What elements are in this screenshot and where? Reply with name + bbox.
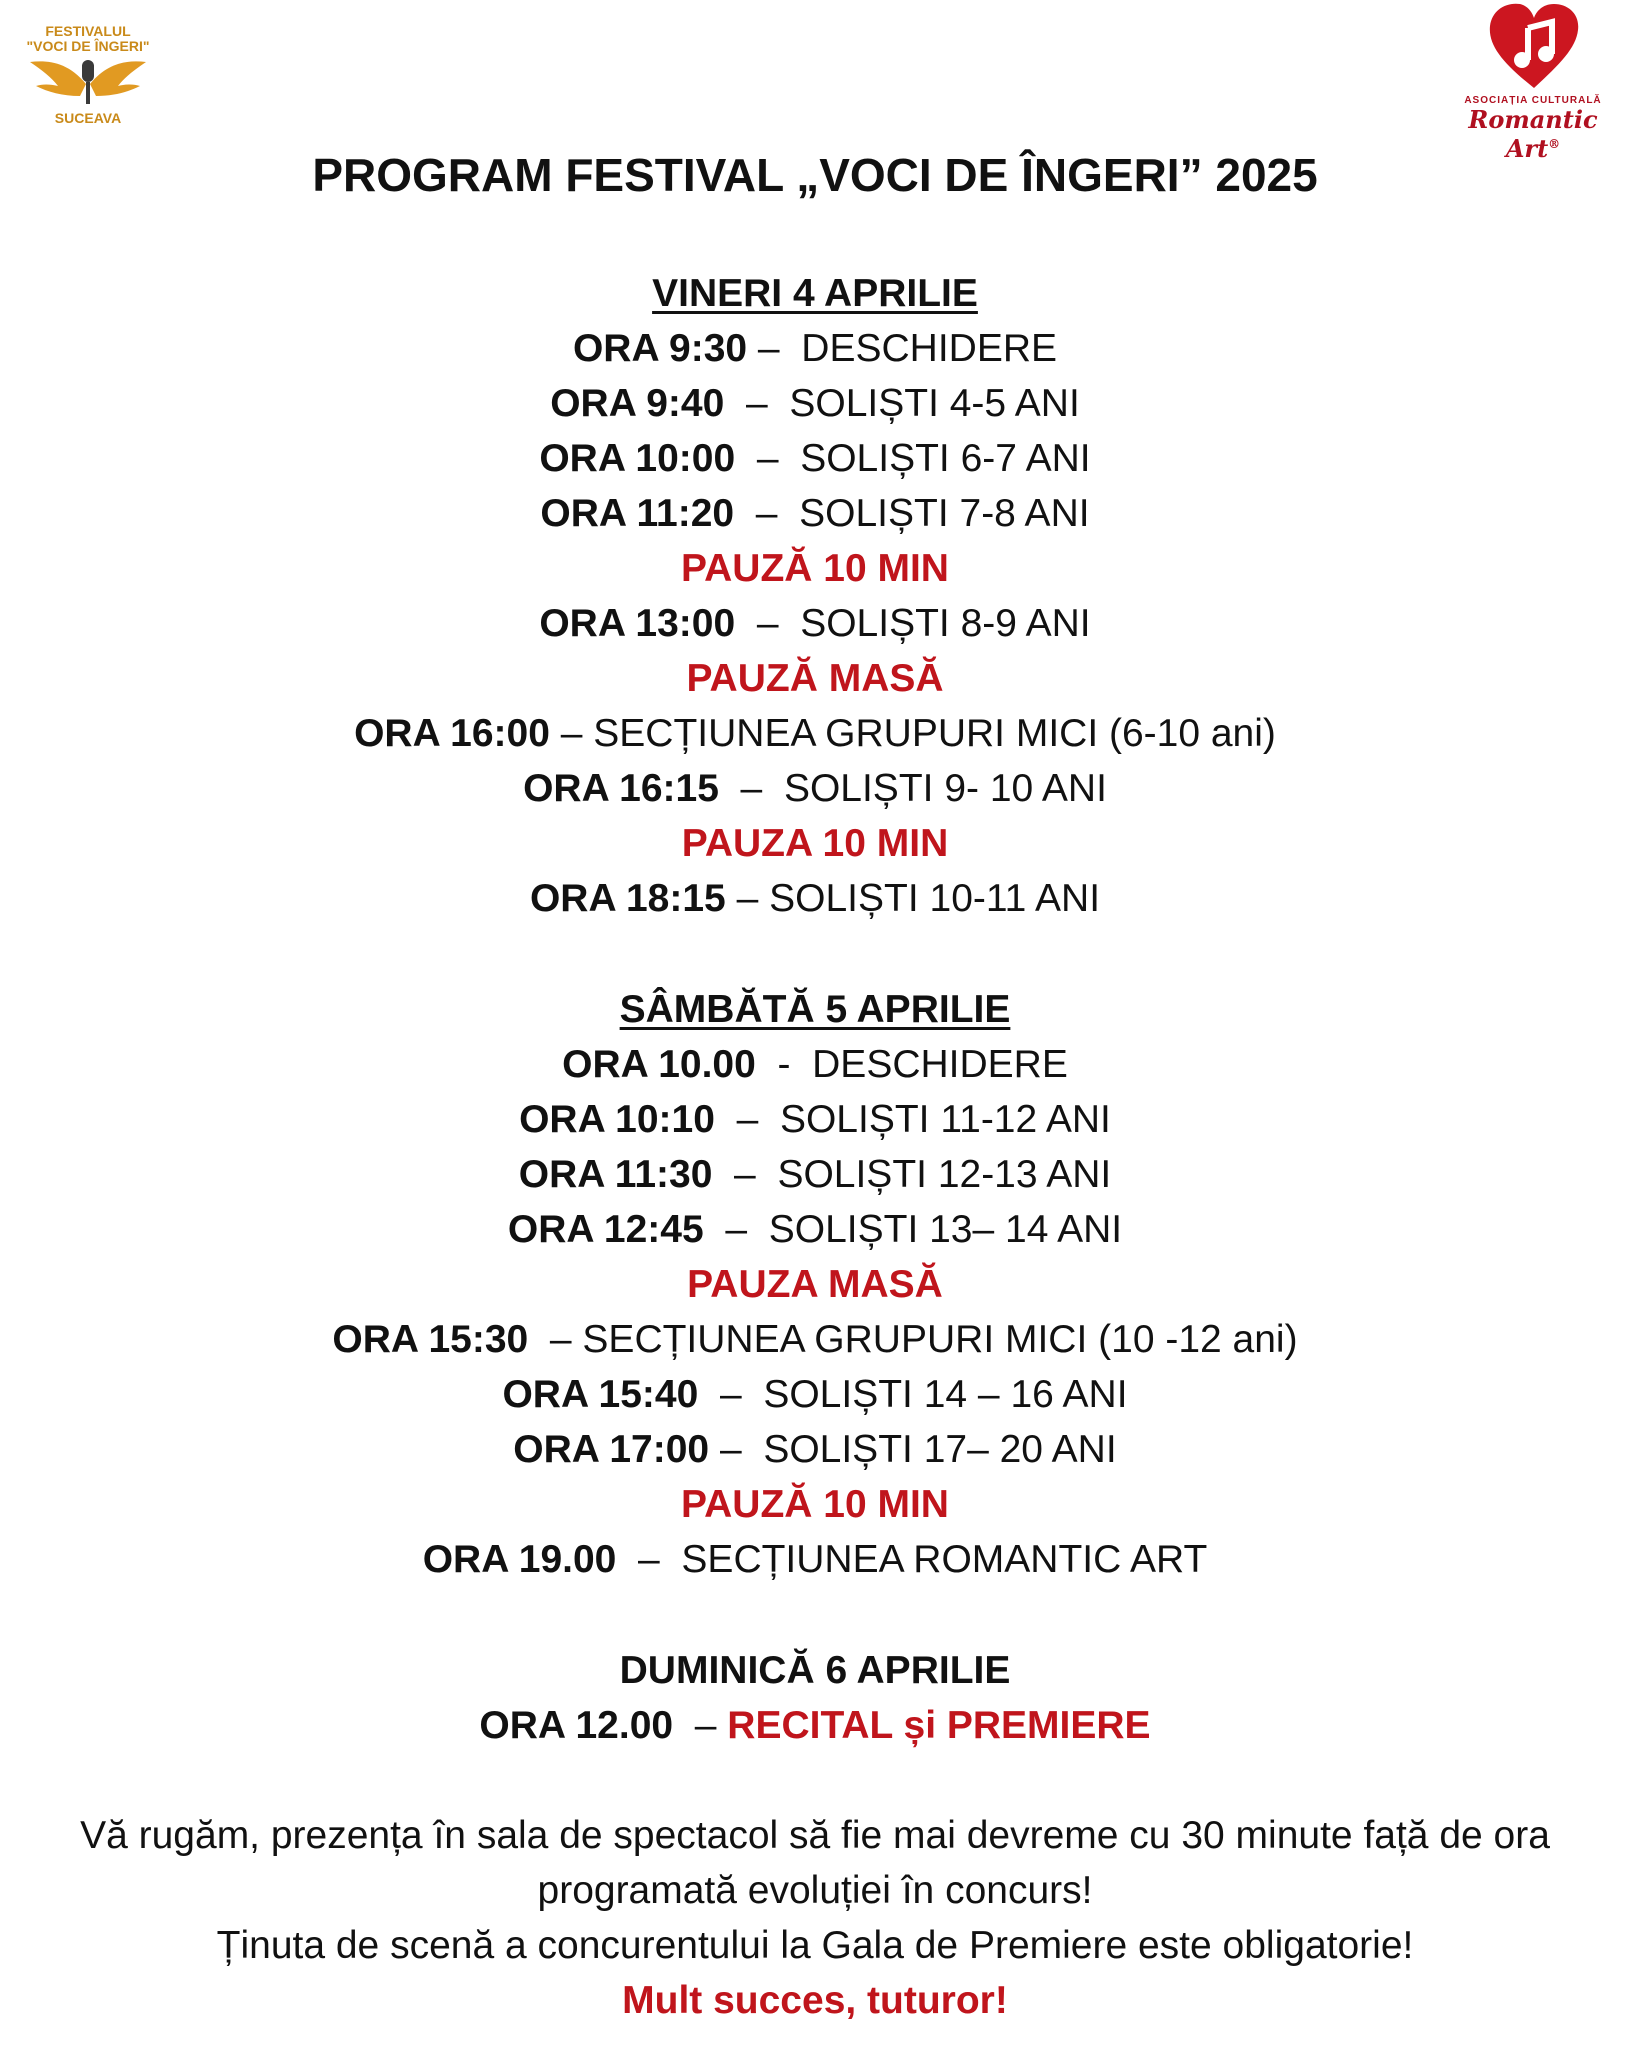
schedule-separator: - <box>755 1043 813 1086</box>
schedule-row <box>0 1373 1630 1417</box>
schedule-separator: – <box>747 327 802 370</box>
schedule-separator: – <box>718 767 784 810</box>
pause-row <box>0 822 1630 866</box>
schedule-row <box>0 712 1630 756</box>
schedule-event: SECȚIUNEA GRUPURI MICI (6-10 ani) <box>593 712 1276 755</box>
schedule-separator: – <box>698 1373 764 1416</box>
schedule-event: SECȚIUNEA GRUPURI MICI (10 -12 ani) <box>582 1318 1298 1361</box>
registered-mark: ® <box>1548 137 1561 151</box>
schedule-row <box>0 492 1630 536</box>
logo-right-brand: Romantic Art <box>1468 105 1598 163</box>
schedule-time: ORA 15:40 <box>502 1373 699 1416</box>
pause-row <box>0 657 1630 701</box>
schedule-separator: – <box>528 1318 583 1361</box>
schedule-row <box>0 767 1630 811</box>
schedule-time: ORA 12:45 <box>507 1208 704 1251</box>
day-heading-label: SÂMBĂTĂ 5 APRILIE <box>619 988 1011 1031</box>
day-heading-friday <box>0 272 1630 316</box>
logo-right-line1: ASOCIAȚIA CULTURALĂ <box>1464 95 1602 106</box>
day-heading-label: VINERI 4 APRILIE <box>652 272 978 315</box>
schedule-time: ORA 10:10 <box>519 1098 715 1141</box>
pause-label: PAUZA 10 MIN <box>681 822 949 865</box>
day-heading-sunday <box>0 1649 1630 1693</box>
schedule-time: ORA 11:30 <box>518 1153 713 1196</box>
schedule-row <box>0 1043 1630 1087</box>
schedule-row <box>0 1208 1630 1252</box>
pause-label: PAUZĂ 10 MIN <box>681 547 949 590</box>
schedule-row <box>0 1153 1630 1197</box>
schedule-time: ORA 19.00 <box>422 1538 617 1581</box>
schedule-separator: – <box>616 1538 682 1581</box>
schedule-time: ORA 13:00 <box>539 602 736 645</box>
schedule-event: SOLIȘTI 4-5 ANI <box>789 382 1080 425</box>
schedule-event: SOLIȘTI 10-11 ANI <box>769 877 1101 920</box>
footer-note-line3: Ținuta de scenă a concurentului la Gala de Premiere este obligatorie! <box>216 1924 1414 1967</box>
schedule-row <box>0 1318 1630 1362</box>
schedule-row <box>0 602 1630 646</box>
pause-label: PAUZA MASĂ <box>687 1263 943 1306</box>
schedule-row <box>0 1538 1630 1582</box>
day-heading-label: DUMINICĂ 6 APRILIE <box>619 1649 1011 1692</box>
schedule-row <box>0 877 1630 921</box>
pause-row <box>0 1263 1630 1307</box>
festival-logo <box>18 24 158 134</box>
schedule-separator: – <box>712 1153 778 1196</box>
wings-microphone-icon <box>28 52 148 112</box>
schedule-event: SECȚIUNEA ROMANTIC ART <box>681 1538 1208 1581</box>
schedule-separator: – <box>734 492 800 535</box>
pause-label: PAUZĂ 10 MIN <box>681 1483 949 1526</box>
schedule-event: SOLIȘTI 6-7 ANI <box>800 437 1091 480</box>
schedule-row <box>0 327 1630 371</box>
schedule-separator: – <box>735 437 801 480</box>
schedule-separator: – <box>673 1704 728 1747</box>
schedule-time: ORA 16:00 <box>354 712 550 755</box>
schedule-event: SOLIȘTI 17– 20 ANI <box>763 1428 1117 1471</box>
pause-label: PAUZĂ MASĂ <box>686 657 944 700</box>
closing-message: Mult succes, tuturor! <box>622 1979 1008 2022</box>
schedule-event: SOLIȘTI 7-8 ANI <box>799 492 1090 535</box>
schedule-event: DESCHIDERE <box>812 1043 1068 1086</box>
schedule-time: ORA 18:15 <box>529 877 726 920</box>
pause-row <box>0 547 1630 591</box>
logo-left-line3: SUCEAVA <box>54 110 122 126</box>
schedule-time: ORA 9:40 <box>550 382 725 425</box>
schedule-separator: – <box>703 1208 769 1251</box>
schedule-time: ORA 17:00 <box>513 1428 710 1471</box>
schedule-time: ORA 9:30 <box>572 327 748 370</box>
schedule-event: SOLIȘTI 11-12 ANI <box>779 1098 1111 1141</box>
schedule-event: SOLIȘTI 14 – 16 ANI <box>763 1373 1128 1416</box>
schedule-time: ORA 11:20 <box>540 492 735 535</box>
pause-row <box>0 1483 1630 1527</box>
page-title: PROGRAM FESTIVAL „VOCI DE ÎNGERI” 2025 <box>312 149 1318 201</box>
schedule-row <box>0 437 1630 481</box>
schedule-separator: – <box>549 712 594 755</box>
schedule-event: SOLIȘTI 12-13 ANI <box>777 1153 1112 1196</box>
schedule-event: SOLIȘTI 8-9 ANI <box>800 602 1091 645</box>
schedule-separator: – <box>735 602 801 645</box>
schedule-row <box>0 1098 1630 1142</box>
logo-left-line2: "VOCI DE ÎNGERI" <box>26 38 150 54</box>
schedule-separator: – <box>709 1428 764 1471</box>
schedule-time: ORA 15:30 <box>332 1318 529 1361</box>
schedule-event: SOLIȘTI 13– 14 ANI <box>768 1208 1123 1251</box>
schedule-row <box>0 1428 1630 1472</box>
footer-note-line2: programată evoluției în concurs! <box>537 1869 1093 1912</box>
heart-music-note-icon <box>1484 0 1584 95</box>
schedule-time: ORA 12.00 <box>479 1704 674 1747</box>
logo-left-line1: FESTIVALUL <box>45 23 131 39</box>
schedule-row <box>0 382 1630 426</box>
schedule-event: DESCHIDERE <box>801 327 1058 370</box>
schedule-separator: – <box>724 382 790 425</box>
schedule-separator: – <box>725 877 770 920</box>
schedule-event-highlight: RECITAL și PREMIERE <box>727 1704 1151 1747</box>
schedule-row <box>0 1704 1630 1748</box>
schedule-event: SOLIȘTI 9- 10 ANI <box>783 767 1107 810</box>
day-heading-saturday <box>0 988 1630 1032</box>
romantic-art-logo <box>1440 0 1626 163</box>
schedule-separator: – <box>714 1098 780 1141</box>
schedule-time: ORA 16:15 <box>523 767 719 810</box>
schedule-time: ORA 10:00 <box>539 437 736 480</box>
footer-note-line1: Vă rugăm, prezența în sala de spectacol să fie mai devreme cu 30 minute față de ora <box>80 1814 1550 1857</box>
schedule-time: ORA 10.00 <box>562 1043 756 1086</box>
